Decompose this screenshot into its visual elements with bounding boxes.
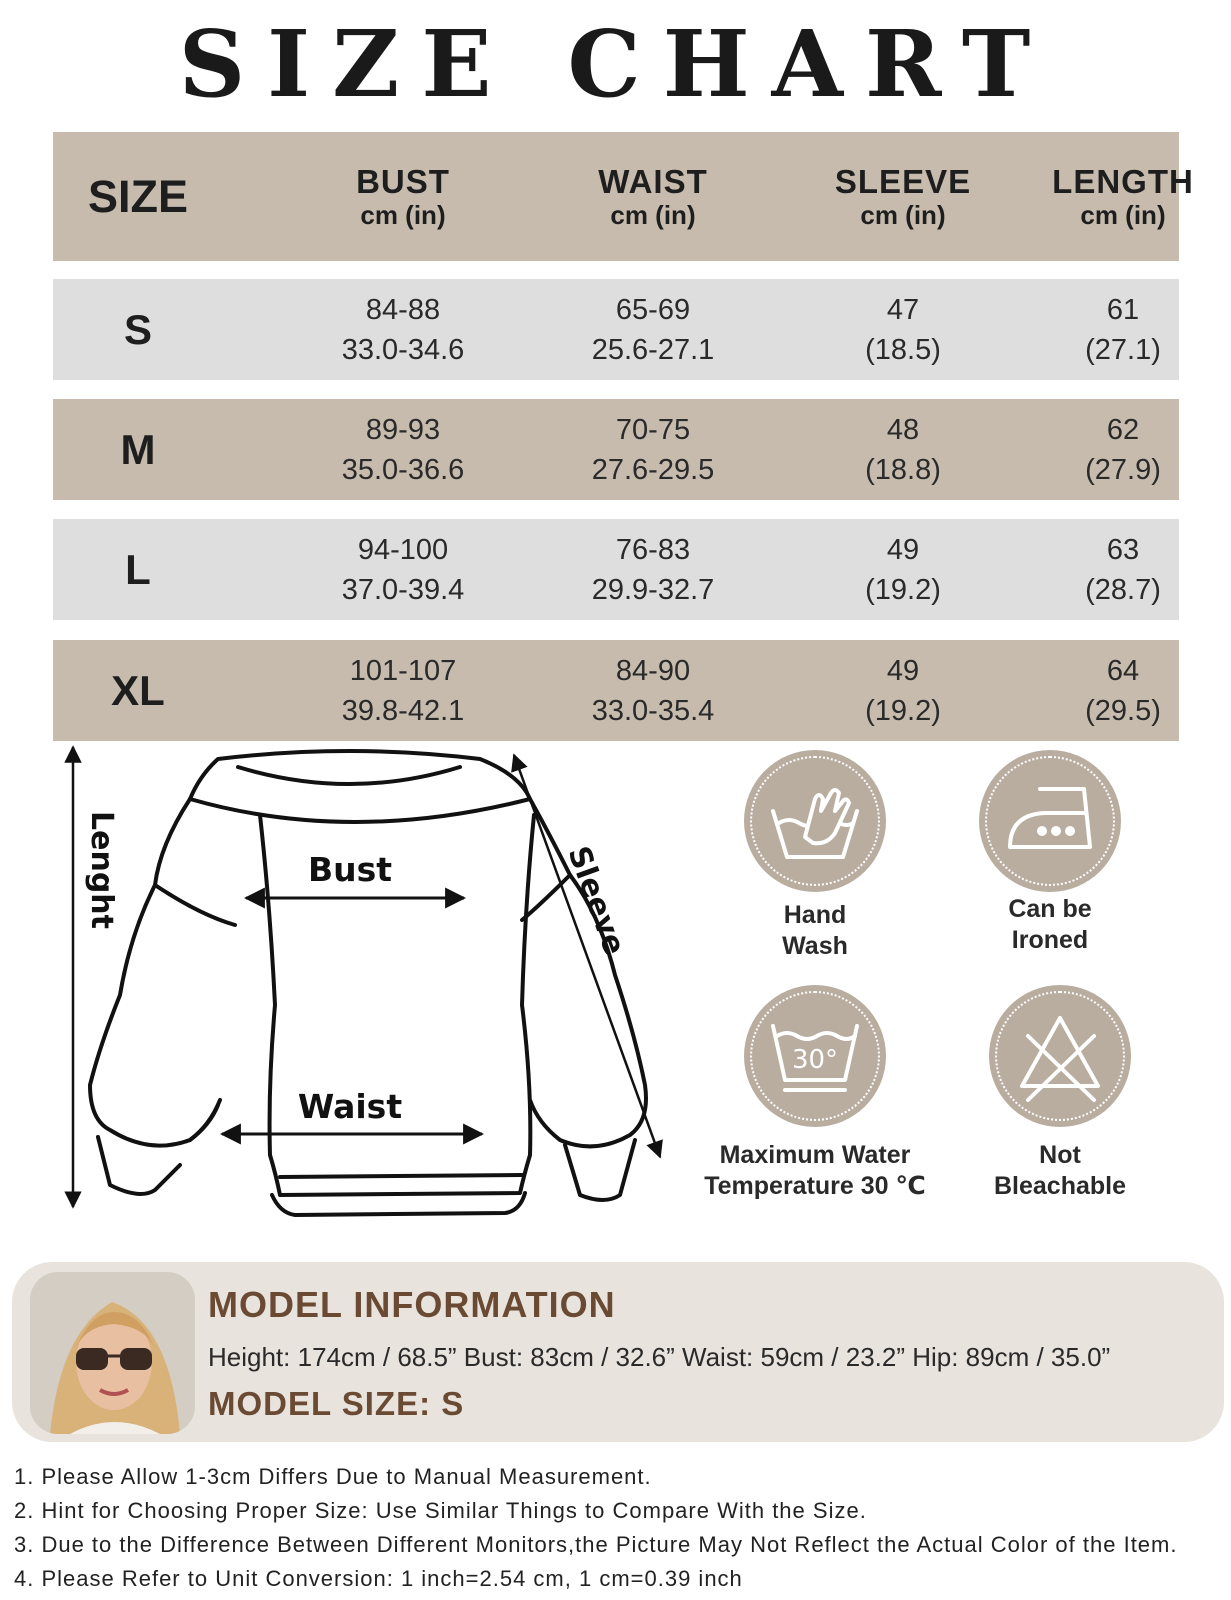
waist-cm: 84-90 [615,654,691,687]
sweater-diagram [60,745,700,1245]
size-cell [53,519,223,620]
table-row [53,519,1179,620]
table-header [53,132,1194,261]
length-cm: 62 [1106,413,1140,446]
header-size-label: SIZE [87,170,189,222]
size-label: L [125,545,151,593]
sweater-outline [90,751,646,1215]
care-circle [744,750,886,892]
waist-cm: 65-69 [615,293,691,326]
waist-in: 29.9-32.7 [591,573,715,606]
header-sleeve-unit: cm (in) [860,199,946,230]
length-label: Lenght [84,811,119,929]
table-row [53,399,1179,500]
sleeve-cm: 47 [886,293,920,326]
header-length [973,132,1231,261]
model-avatar [30,1272,195,1434]
length-in: (28.7) [1085,573,1161,606]
table-row [53,640,1179,741]
table-row [53,279,1179,380]
length-cell [973,279,1231,380]
waist-in: 25.6-27.1 [591,333,715,366]
bust-in: 35.0-36.6 [341,453,465,486]
waist-cm: 76-83 [615,533,691,566]
size-cell [53,640,223,741]
care-hand-wash [705,750,945,980]
model-info-title: MODEL INFORMATION [208,1284,616,1325]
length-cell [973,399,1231,500]
bust-in: 39.8-42.1 [341,694,465,727]
iron-icon [1000,771,1100,871]
size-cell [53,399,223,500]
bust-cm: 89-93 [365,413,441,446]
note-item: 1. Please Allow 1-3cm Differs Due to Manual Measurement. [14,1464,652,1489]
header-bust-label: BUST [356,162,450,200]
model-info-panel [12,1262,1224,1442]
bust-cm: 94-100 [357,533,449,566]
length-in: (27.9) [1085,453,1161,486]
no-bleach-icon [1010,1006,1110,1106]
sleeve-in: (18.5) [865,333,941,366]
notes-list [14,1460,1224,1596]
bust-in: 33.0-34.6 [341,333,465,366]
model-photo [30,1272,195,1434]
sleeve-cm: 49 [886,654,920,687]
length-in: (27.1) [1085,333,1161,366]
size-cell [53,279,223,380]
sleeve-label: Sleeve [560,841,632,960]
care-label: Not Bleachable [993,1141,1126,1200]
wash-temp-text: 30° [791,1045,839,1075]
size-label: M [120,425,156,473]
length-cell [973,640,1231,741]
waist-in: 33.0-35.4 [591,694,715,727]
length-cm: 63 [1106,533,1140,566]
waist-cm: 70-75 [615,413,691,446]
bust-cm: 84-88 [365,293,441,326]
bust-in: 37.0-39.4 [341,573,465,606]
sleeve-arrow [514,755,660,1157]
bust-cm: 101-107 [349,654,457,687]
care-circle [979,750,1121,892]
care-label: Can be Ironed [1008,895,1092,954]
header-length-label: LENGTH [1052,162,1194,200]
sleeve-in: (19.2) [865,694,941,727]
note-item: 2. Hint for Choosing Proper Size: Use Similar Things to Compare With the Size. [14,1498,867,1523]
sleeve-in: (19.2) [865,573,941,606]
note-item: 4. Please Refer to Unit Conversion: 1 inch=2.54 cm, 1 cm=0.39 inch [14,1566,743,1591]
length-cell [973,519,1231,620]
header-bust-unit: cm (in) [360,199,446,230]
waist-in: 27.6-29.5 [591,453,715,486]
care-no-bleach [950,985,1190,1215]
care-circle [744,985,886,1127]
sleeve-in: (18.8) [865,453,941,486]
wash-30-icon [765,1006,865,1106]
sleeve-cm: 49 [886,533,920,566]
bust-label: Bust [307,850,393,889]
length-cm: 64 [1106,654,1140,687]
care-circle [989,985,1131,1127]
model-stats: Height: 174cm / 68.5” Bust: 83cm / 32.6” Waist: 59cm / 23.2” Hip: 89cm / 35.0” [208,1342,1111,1372]
model-size: MODEL SIZE: S [208,1385,465,1422]
length-cm: 61 [1106,293,1140,326]
header-waist-label: WAIST [598,162,708,200]
header-size [53,132,223,261]
care-iron [940,750,1180,980]
care-label: Hand Wash [782,901,848,960]
header-waist-unit: cm (in) [610,199,696,230]
hand-wash-icon [765,771,865,871]
note-item: 3. Due to the Difference Between Different Monitors,the Picture May Not Reflect the Actual Color of the Item. [14,1532,1178,1557]
size-label: S [123,305,152,353]
size-label: XL [111,666,165,714]
sleeve-cm: 48 [886,413,920,446]
care-label: Maximum Water Temperature 30 ℃ [704,1141,926,1200]
waist-label: Waist [297,1087,403,1126]
page-title: SIZE CHART [178,10,1053,118]
header-sleeve-label: SLEEVE [834,162,972,200]
care-wash-30 [705,985,945,1215]
length-in: (29.5) [1085,694,1161,727]
header-length-unit: cm (in) [1080,199,1166,230]
